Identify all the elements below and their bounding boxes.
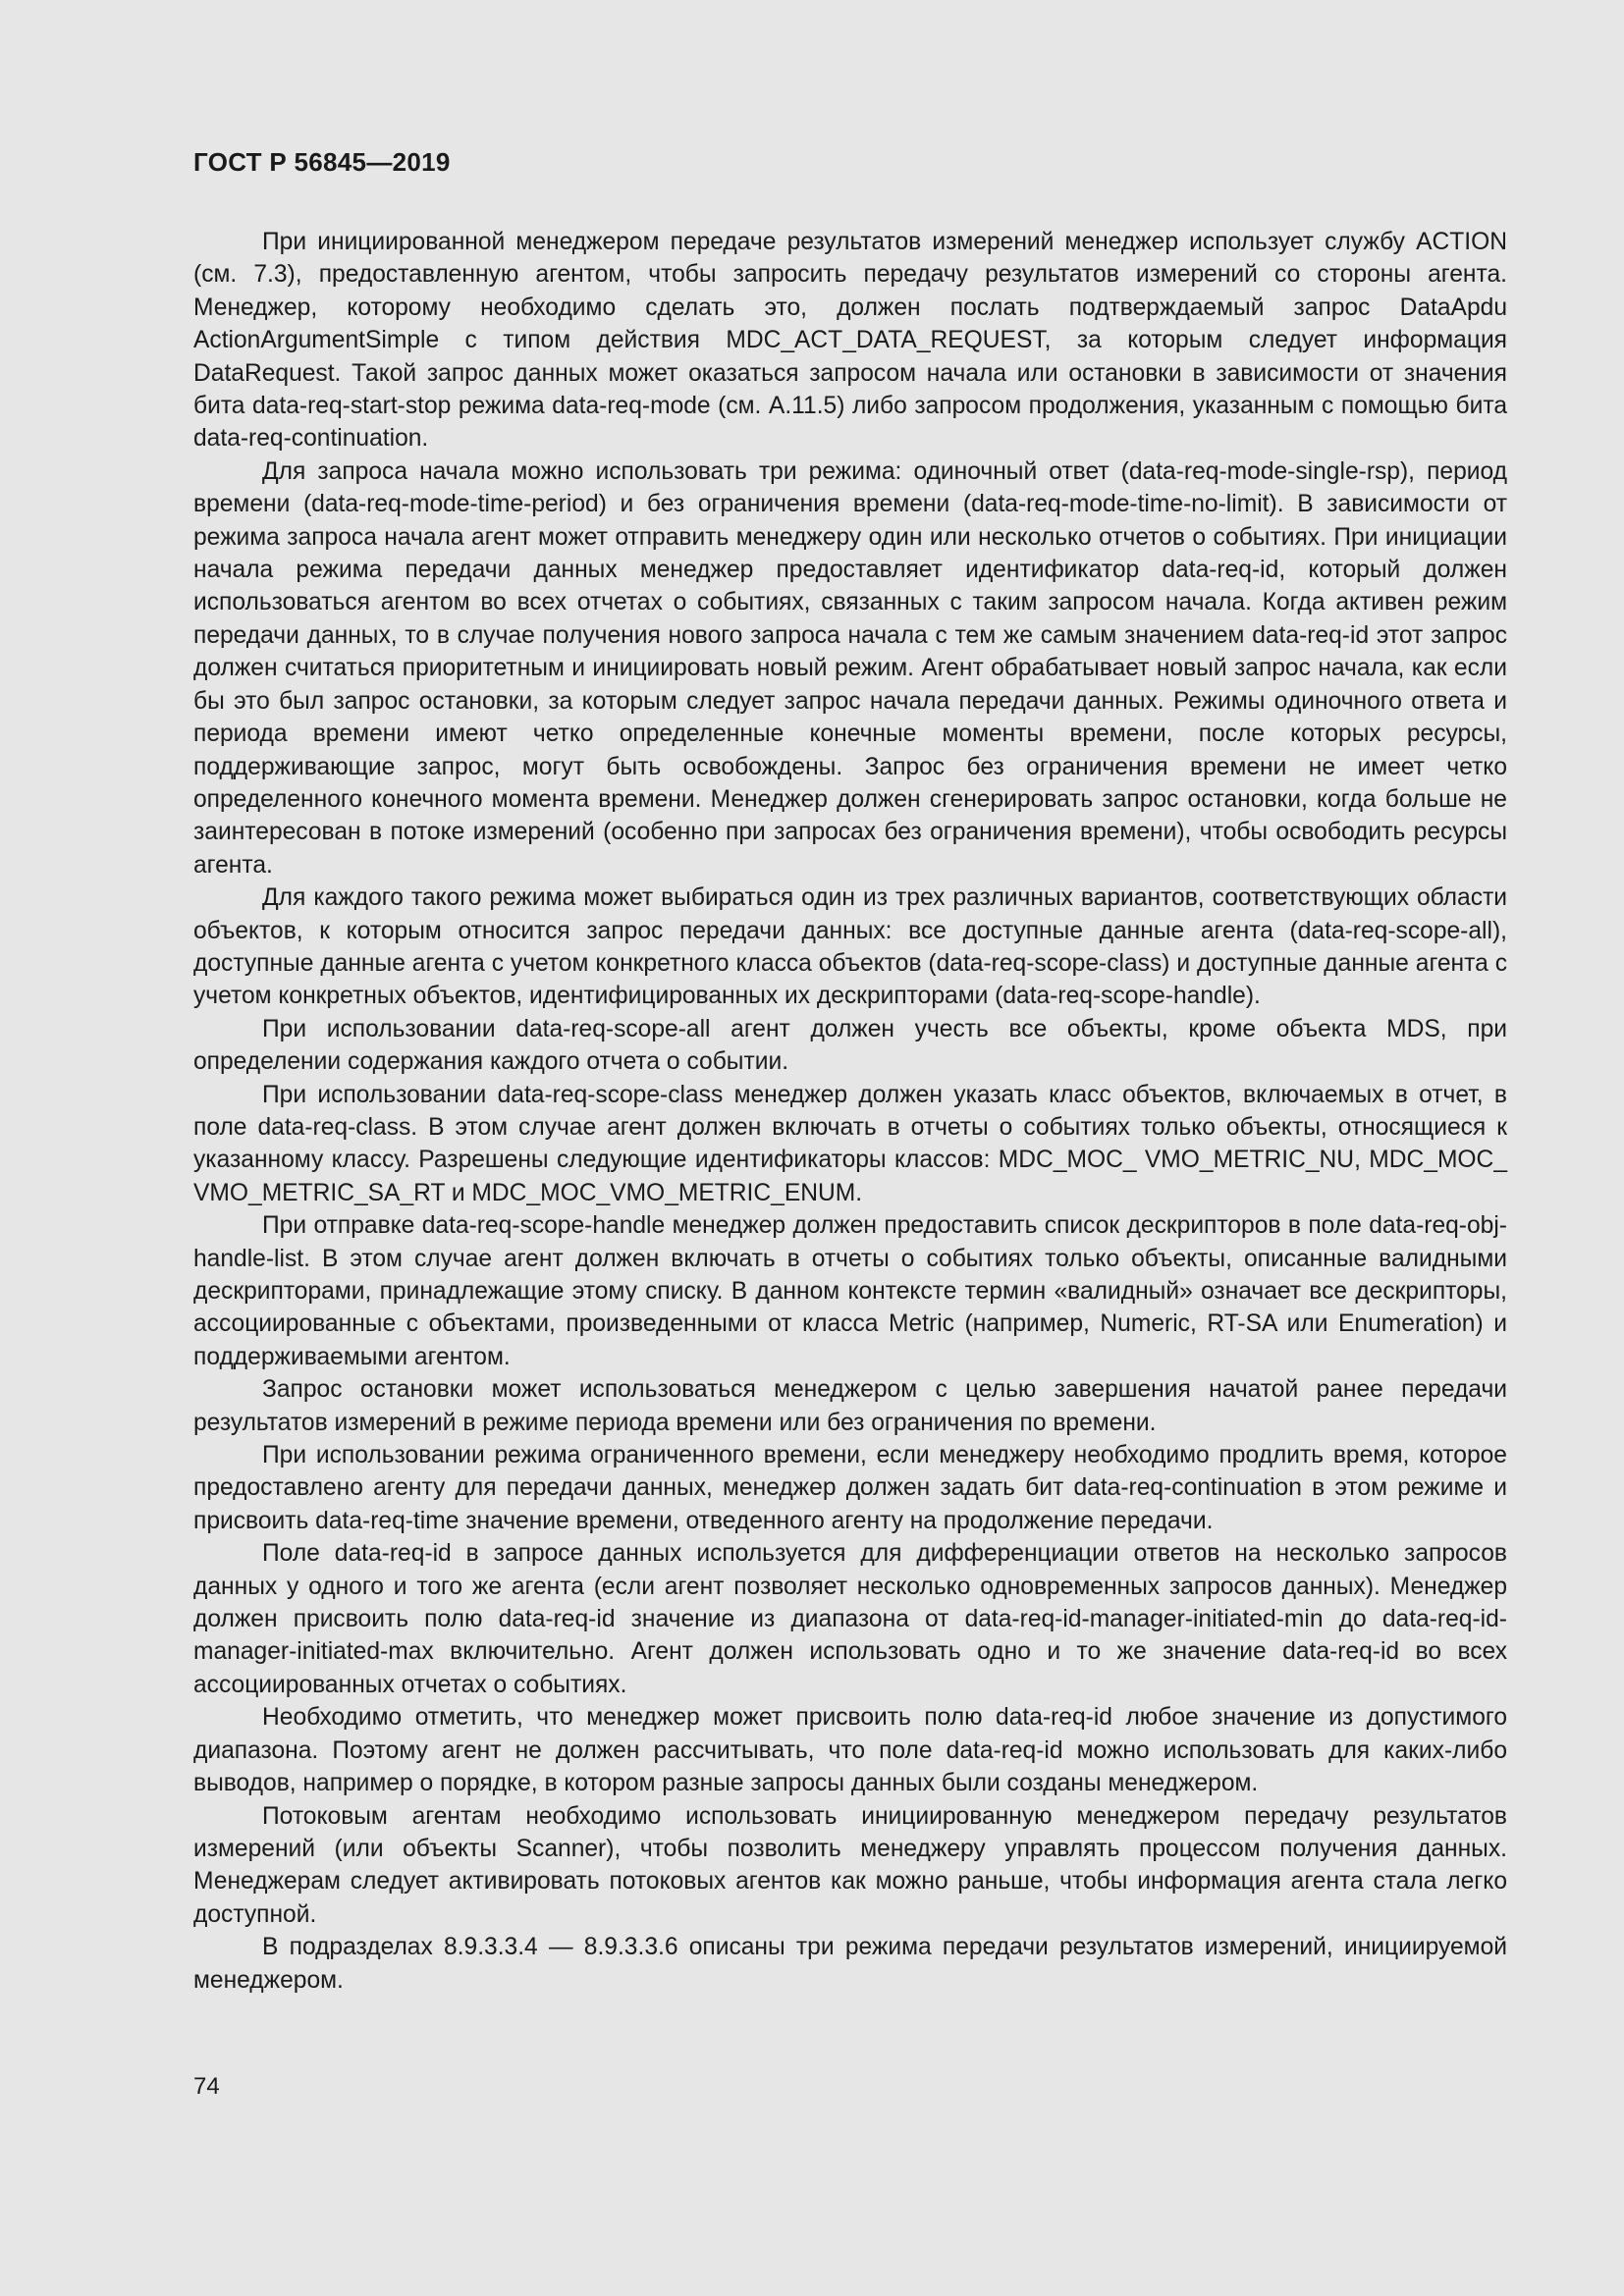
paragraph: Для запроса начала можно использовать три режима: одиночный ответ (data-req-mode-single-rsp), период времени (data-req-mode-time-period) и без ограничения времени (data-req-mode-time-no-limit). В зависимости от режима запроса начала агент может отправить менеджеру один или несколько отчетов о событиях. При инициации начала режима передачи данных менеджер предоставляет идентификатор data-req-id, который должен использоваться агентом во всех отчетах о событиях, связанных с таким запросом начала. Когда активен режим передачи данных, то в случае получения нового запроса начала с тем же самым значением data-req-id этот запрос должен считаться приоритетным и инициировать новый режим. Агент обрабатывает новый запрос начала, как если бы это был запрос остановки, за которым следует запрос начала передачи данных. Режимы одиночного ответа и периода времени имеют четко определенные конечные моменты времени, после которых ресурсы, поддерживающие запрос, могут быть освобождены. Запрос без ограничения времени не имеет четко определенного конечного момента времени. Менеджер должен сгенерировать запрос остановки, когда больше не заинтересован в потоке измерений (особенно при запросах без ограничения времени), чтобы освободить ресурсы агента.: [193, 457, 1507, 879]
paragraph: В подразделах 8.9.3.3.4 — 8.9.3.3.6 описаны три режима передачи результатов измерений, инициируемой менеджером.: [193, 1934, 1507, 1994]
paragraph: При инициированной менеджером передаче результатов измерений менеджер использует службу ACTION (см. 7.3), предоставленную агентом, чтобы запросить передачу результатов измерений со стороны агента. Менеджер, которому необходимо сделать это, должен послать подтверждаемый запрос DataApdu ActionArgumentSimple с типом действия MDC_ACT_DATA_REQUEST, за которым следует информация DataRequest. Такой запрос данных может оказаться запросом начала или остановки в зависимости от значения бита data-req-start-stop режима data-req-mode (см. А.11.5) либо запросом продолжения, указанным с помощью бита data-req-continuation.: [193, 229, 1507, 453]
document-header: ГОСТ Р 56845—2019: [193, 147, 451, 177]
paragraph: При использовании data-req-scope-all агент должен учесть все объекты, кроме объекта MDS, при определении содержания каждого отчета о событии.: [193, 1015, 1507, 1076]
paragraph: При использовании режима ограниченного времени, если менеджеру необходимо продлить время, которое предоставлено агенту для передачи данных, менеджер должен задать бит data-req-continuation в этом режиме и присвоить data-req-time значение времени, отведенного агенту на продолжение передачи.: [193, 1442, 1507, 1534]
paragraph: При отправке data-req-scope-handle менеджер должен предоставить список дескрипторов в поле data-req-obj-handle-list. В этом случае агент должен включать в отчеты о событиях только объекты, описанные валидными дескрипторами, принадлежащие этому списку. В данном контексте термин «валидный» означает все дескрипторы, ассоциированные с объектами, произведенными от класса Metric (например, Numeric, RT-SA или Enumeration) и поддерживаемыми агентом.: [193, 1212, 1507, 1370]
paragraph: Потоковым агентам необходимо использовать инициированную менеджером передачу результатов измерений (или объекты Scanner), чтобы позволить менеджеру управлять процессом получения данных. Менеджерам следует активировать потоковых агентов как можно раньше, чтобы информация агента стала легко доступной.: [193, 1802, 1507, 1928]
page-number: 74: [193, 2073, 220, 2100]
paragraph: При использовании data-req-scope-class менеджер должен указать класс объектов, включаемых в отчет, в поле data-req-class. В этом случае агент должен включать в отчеты о событиях только объекты, относящиеся к указанному классу. Разрешены следующие идентификаторы классов: MDC_MOC_ VMO_METRIC_NU, MDC_MOC_ VMO_METRIC_SA_RT и MDC_MOC_VMO_METRIC_ENUM.: [193, 1081, 1507, 1206]
paragraph: Необходимо отметить, что менеджер может присвоить полю data-req-id любое значение из допустимого диапазона. Поэтому агент не должен рассчитывать, что поле data-req-id можно использовать для каких-либо выводов, например о порядке, в котором разные запросы данных были созданы менеджером.: [193, 1704, 1507, 1797]
body-text: [193, 226, 1507, 1997]
paragraph: Запрос остановки может использоваться менеджером с целью завершения начатой ранее передачи результатов измерений в режиме периода времени или без ограничения по времени.: [193, 1376, 1507, 1436]
paragraph: Для каждого такого режима может выбираться один из трех различных вариантов, соответствующих области объектов, к которым относится запрос передачи данных: все доступные данные агента (data-req-scope-all), доступные данные агента с учетом конкретного класса объектов (data-req-scope-class) и доступные данные агента с учетом конкретных объектов, идентифицированных их дескрипторами (data-req-scope-handle).: [193, 884, 1507, 1010]
paragraph: Поле data-req-id в запросе данных используется для дифференциации ответов на несколько запросов данных у одного и того же агента (если агент позволяет несколько одновременных запросов данных). Менеджер должен присвоить полю data-req-id значение из диапазона от data-req-id-manager-initiated-min до data-req-id-manager-initiated-max включительно. Агент должен использовать одно и то же значение data-req-id во всех ассоциированных отчетах о событиях.: [193, 1540, 1507, 1698]
